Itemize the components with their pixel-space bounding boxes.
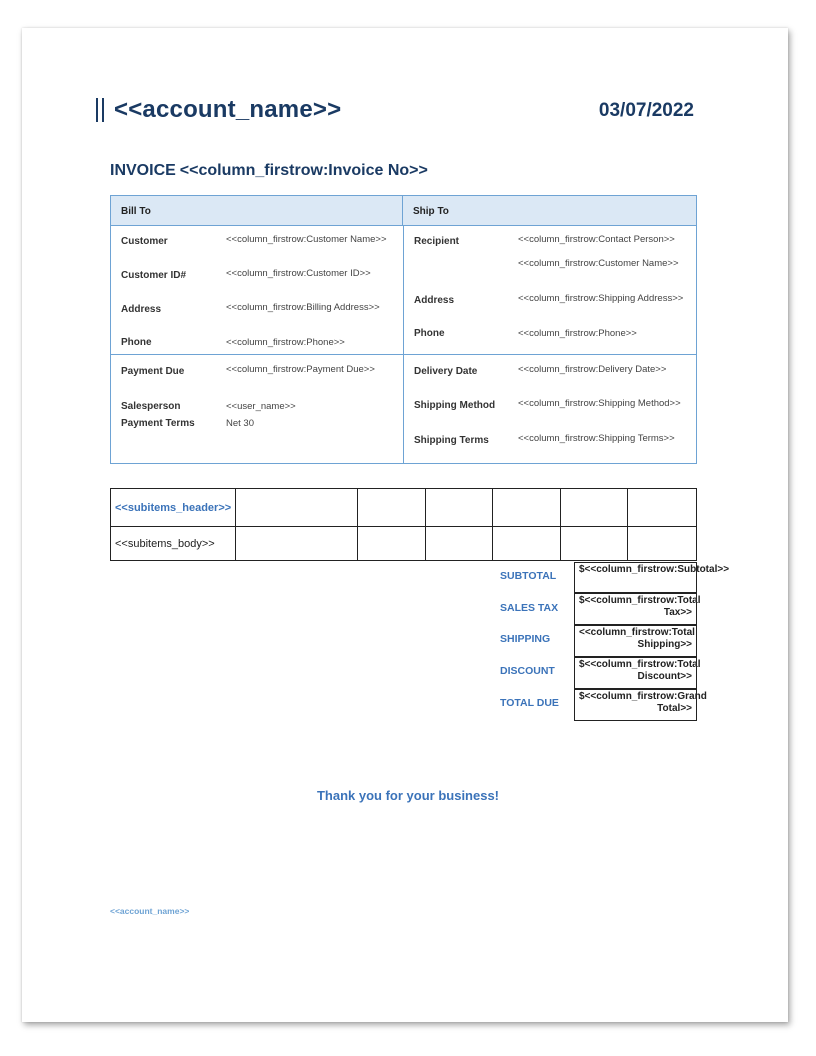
- table-cell: [425, 489, 493, 527]
- bill-customer-value: <<column_firstrow:Customer Name>>: [226, 234, 387, 245]
- bill-phone-value: <<column_firstrow:Phone>>: [226, 337, 345, 348]
- payment-terms-value: Net 30: [226, 418, 254, 429]
- table-cell: [358, 527, 426, 561]
- invoice-number: <<column_firstrow:Invoice No>>: [179, 162, 428, 179]
- salesperson-value: <<user_name>>: [226, 401, 296, 412]
- subitems-body-cell: <<subitems_body>>: [111, 527, 236, 561]
- shipping-method-label: Shipping Method: [414, 400, 496, 411]
- ship-recipient-label: Recipient: [414, 236, 460, 247]
- salesperson-label: Salesperson: [121, 401, 181, 412]
- bill-address-value: <<column_firstrow:Billing Address>>: [226, 302, 380, 313]
- shipping-terms-value: <<column_firstrow:Shipping Terms>>: [518, 433, 675, 444]
- table-cell: [628, 527, 697, 561]
- ship-phone-label: Phone: [414, 328, 445, 339]
- table-cell: [236, 489, 358, 527]
- ship-recipient-value: <<column_firstrow:Contact Person>>: [518, 234, 675, 245]
- subitems-header-cell: <<subitems_header>>: [111, 489, 236, 527]
- footer-account-name: <<account_name>>: [110, 906, 190, 916]
- subtotal-label: SUBTOTAL: [500, 570, 557, 582]
- bill-address-label: Address: [121, 304, 162, 315]
- thank-you-message: Thank you for your business!: [316, 788, 500, 803]
- ship-to-header: Ship To: [403, 196, 696, 226]
- invoice-label: INVOICE: [110, 162, 176, 179]
- invoice-date: 03/07/2022: [598, 100, 694, 121]
- bill-customer-label: Customer: [121, 236, 168, 247]
- payment-due-label: Payment Due: [121, 366, 185, 377]
- ship-phone-value: <<column_firstrow:Phone>>: [518, 328, 637, 339]
- bill-customer-id-value: <<column_firstrow:Customer ID>>: [226, 268, 371, 279]
- shipping-value: <<column_firstrow:Total Shipping>>: [574, 625, 697, 657]
- discount-value: $<<column_firstrow:Total Discount>>: [574, 657, 697, 689]
- table-cell: [236, 527, 358, 561]
- total-due-value: $<<column_firstrow:Grand Total>>: [574, 689, 697, 721]
- sales-tax-value: $<<column_firstrow:Total Tax>>: [574, 593, 697, 625]
- ship-address-value: <<column_firstrow:Shipping Address>>: [518, 293, 684, 304]
- line-items-body-row: [111, 527, 697, 561]
- column-divider: [403, 226, 404, 463]
- ship-address-label: Address: [414, 295, 455, 306]
- table-cell: [493, 527, 561, 561]
- shipping-method-value: <<column_firstrow:Shipping Method>>: [518, 398, 681, 409]
- delivery-date-value: <<column_firstrow:Delivery Date>>: [518, 364, 667, 375]
- discount-label: DISCOUNT: [500, 665, 555, 677]
- account-title: <<account_name>>: [114, 96, 342, 123]
- table-cell: [560, 527, 628, 561]
- table-cell: [560, 489, 628, 527]
- table-cell: [628, 489, 697, 527]
- sales-tax-label: SALES TAX: [500, 602, 559, 614]
- shipping-terms-label: Shipping Terms: [414, 435, 489, 446]
- subtotal-value: $<<column_firstrow:Subtotal>>: [574, 562, 697, 593]
- line-items-table: [110, 488, 697, 561]
- row-divider: [111, 354, 696, 355]
- total-due-label: TOTAL DUE: [500, 697, 559, 709]
- bill-to-header: Bill To: [111, 196, 403, 226]
- line-items-header-row: [111, 489, 697, 527]
- table-cell: [425, 527, 493, 561]
- table-cell: [358, 489, 426, 527]
- shipping-label: SHIPPING: [500, 633, 551, 645]
- ship-customer-name-value: <<column_firstrow:Customer Name>>: [518, 258, 679, 269]
- payment-due-value: <<column_firstrow:Payment Due>>: [226, 364, 375, 375]
- invoice-title: [110, 162, 432, 180]
- billing-shipping-table: [110, 195, 697, 464]
- payment-terms-label: Payment Terms: [121, 418, 195, 429]
- table-cell: [493, 489, 561, 527]
- title-marker: [96, 98, 104, 122]
- delivery-date-label: Delivery Date: [414, 366, 478, 377]
- bill-customer-id-label: Customer ID#: [121, 270, 187, 281]
- bill-phone-label: Phone: [121, 337, 152, 348]
